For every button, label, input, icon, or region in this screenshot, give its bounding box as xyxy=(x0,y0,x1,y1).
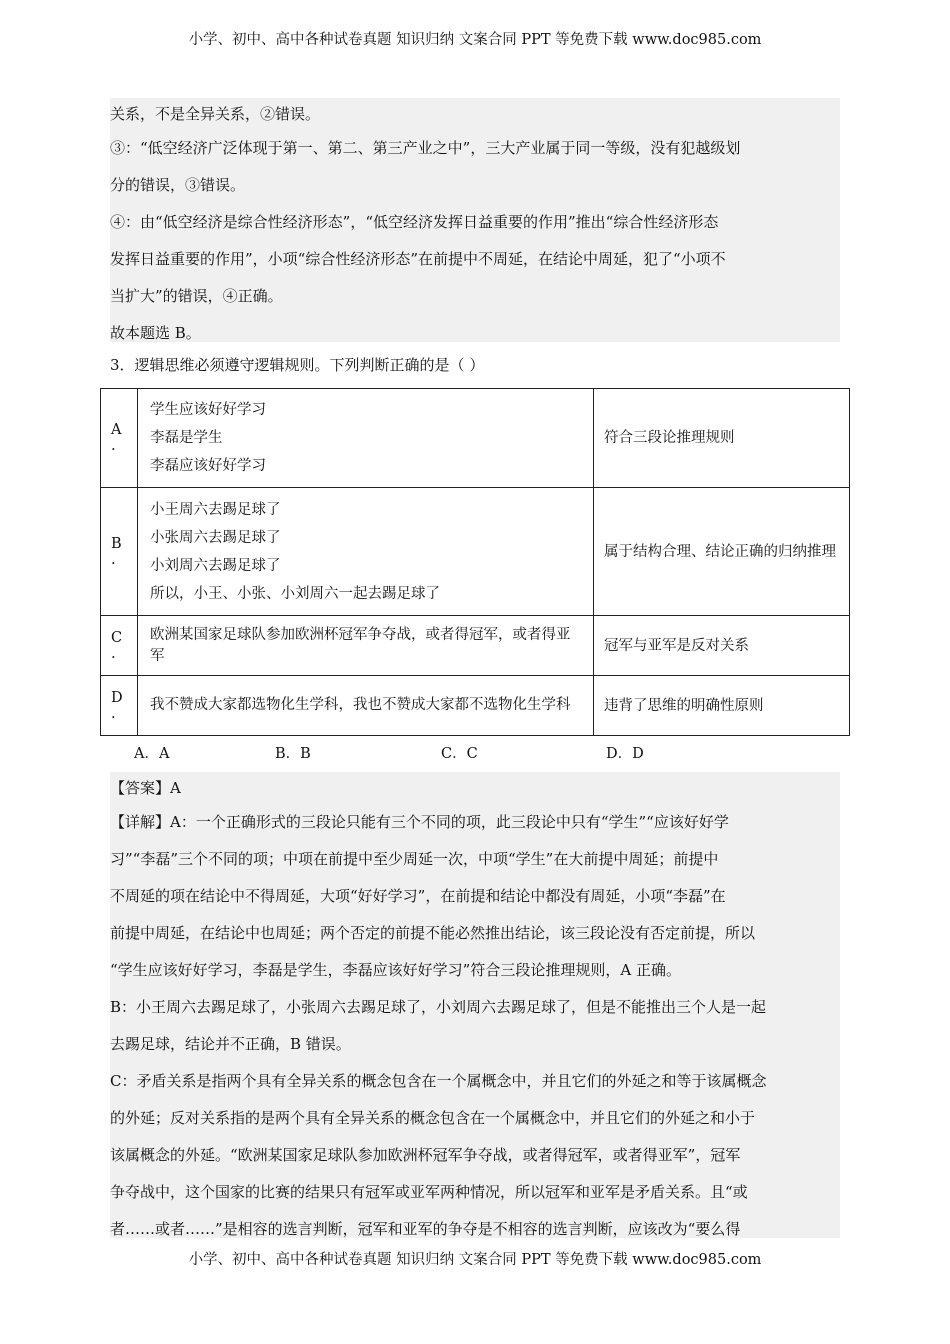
premise-line: 小刘周六去踢足球了 xyxy=(150,557,281,574)
explanation-line: 故本题选 B。 xyxy=(110,324,201,342)
option-letter-text: B xyxy=(111,535,122,552)
option-letter xyxy=(101,389,138,488)
explanation-line: 关系，不是全异关系，②错误。 xyxy=(110,105,321,123)
option-row-a xyxy=(101,389,850,488)
explanation-line: 该属概念的外延。“欧洲某国家足球队参加欧洲杯冠军争夺战，或者得冠军，或者得亚军”，冠军 xyxy=(110,1146,741,1164)
explanation-line: 当扩大”的错误，④正确。 xyxy=(110,287,283,305)
option-letter-dot: . xyxy=(111,438,116,454)
option-letter-text: D xyxy=(111,689,123,706)
explanation-line: ③：“低空经济广泛体现于第一、第二、第三产业之中”，三大产业属于同一等级，没有犯越级划 xyxy=(110,139,741,157)
explanation-line: 不周延的项在结论中不得周延，大项“好好学习”，在前提和结论中都没有周延，小项“李磊”在 xyxy=(110,887,726,905)
option-content xyxy=(138,488,594,616)
premise-line: 小王周六去踢足球了 xyxy=(150,501,281,518)
explanation-line: 争夺战中，这个国家的比赛的结果只有冠军或亚军两种情况，所以冠军和亚军是矛盾关系。且“或 xyxy=(110,1183,748,1201)
explanation-line: ④：由“低空经济是综合性经济形态”，“低空经济发挥日益重要的作用”推出“综合性经济形态 xyxy=(110,213,719,231)
premise-line: 李磊是学生 xyxy=(150,430,223,446)
option-letter xyxy=(101,488,138,616)
choice-b: B．B xyxy=(275,746,311,762)
explanation-line: 去踢足球，结论并不正确，B 错误。 xyxy=(110,1035,351,1053)
option-content xyxy=(138,616,594,676)
explanation-line: 者……或者……”是相容的选言判断，冠军和亚军的争夺是不相容的选言判断，应该改为“要么得 xyxy=(110,1220,741,1238)
explanation-line: 发挥日益重要的作用”，小项“综合性经济形态”在前提中不周延，在结论中周延，犯了“小项不 xyxy=(110,250,726,268)
option-verdict: 符合三段论推理规则 xyxy=(594,389,850,488)
premise-line: 学生应该好好学习 xyxy=(150,402,266,418)
premise-line: 李磊应该好好学习 xyxy=(150,458,266,474)
answer-choices xyxy=(0,742,950,764)
option-row-b xyxy=(101,488,850,616)
option-verdict: 违背了思维的明确性原则 xyxy=(594,676,850,736)
previous-explanation xyxy=(110,98,840,342)
explanation-line: 前提中周延，在结论中也周延；两个否定的前提不能必然推出结论，该三段论没有否定前提，所以 xyxy=(110,924,756,942)
answer-explanation xyxy=(110,772,840,1238)
option-row-c xyxy=(101,616,850,676)
choice-c: C．C xyxy=(441,746,478,762)
explanation-line: 的外延；反对关系指的是两个具有全异关系的概念包含在一个属概念中，并且它们的外延之和小于 xyxy=(110,1109,756,1127)
option-content xyxy=(138,389,594,488)
option-verdict: 冠军与亚军是反对关系 xyxy=(594,616,850,676)
option-verdict: 属于结构合理、结论正确的归纳推理 xyxy=(594,488,850,616)
page-header: 小学、初中、高中各种试卷真题 知识归纳 文案合同 PPT 等免费下载 www.doc985.com xyxy=(188,32,762,48)
page-footer: 小学、初中、高中各种试卷真题 知识归纳 文案合同 PPT 等免费下载 www.doc985.com xyxy=(188,1252,762,1268)
premise-line: 小张周六去踢足球了 xyxy=(150,529,281,546)
options-table xyxy=(100,388,850,736)
option-letter xyxy=(101,676,138,736)
explanation-line: B：小王周六去踢足球了，小张周六去踢足球了，小刘周六去踢足球了，但是不能推出三个人是一起 xyxy=(110,998,767,1016)
option-letter-dot: . xyxy=(111,551,116,568)
option-letter-dot: . xyxy=(111,645,116,662)
option-letter-dot: . xyxy=(111,705,116,722)
premise-line: 所以，小王、小张、小刘周六一起去踢足球了 xyxy=(150,585,440,602)
option-content xyxy=(138,676,594,736)
explanation-line: 习”“李磊”三个不同的项；中项在前提中至少周延一次，中项“学生”在大前提中周延；前提中 xyxy=(110,850,719,868)
explanation-line: “学生应该好好学习，李磊是学生，李磊应该好好学习”符合三段论推理规则，A 正确。 xyxy=(110,961,681,979)
option-letter xyxy=(101,616,138,676)
premise-line: 欧洲某国家足球队参加欧洲杯冠军争夺战，或者得冠军，或者得亚军 xyxy=(150,626,571,664)
option-letter-text: C xyxy=(111,629,123,646)
option-letter-text: A xyxy=(111,422,122,438)
choice-a: A．A xyxy=(134,746,170,762)
explanation-line: 分的错误，③错误。 xyxy=(110,176,246,194)
premise-line: 我不赞成大家都选物化生学科，我也不赞成大家都不选物化生学科 xyxy=(150,697,571,713)
explanation-line: 【详解】A：一个正确形式的三段论只能有三个不同的项，此三段论中只有“学生”“应该好好学 xyxy=(110,813,729,831)
answer-label: 【答案】A xyxy=(110,779,181,797)
explanation-line: C：矛盾关系是指两个具有全异关系的概念包含在一个属概念中，并且它们的外延之和等于该属概念 xyxy=(110,1072,767,1090)
question-stem: 3．逻辑思维必须遵守逻辑规则。下列判断正确的是（ ） xyxy=(110,356,485,374)
option-row-d xyxy=(101,676,850,736)
choice-d: D．D xyxy=(606,746,644,762)
